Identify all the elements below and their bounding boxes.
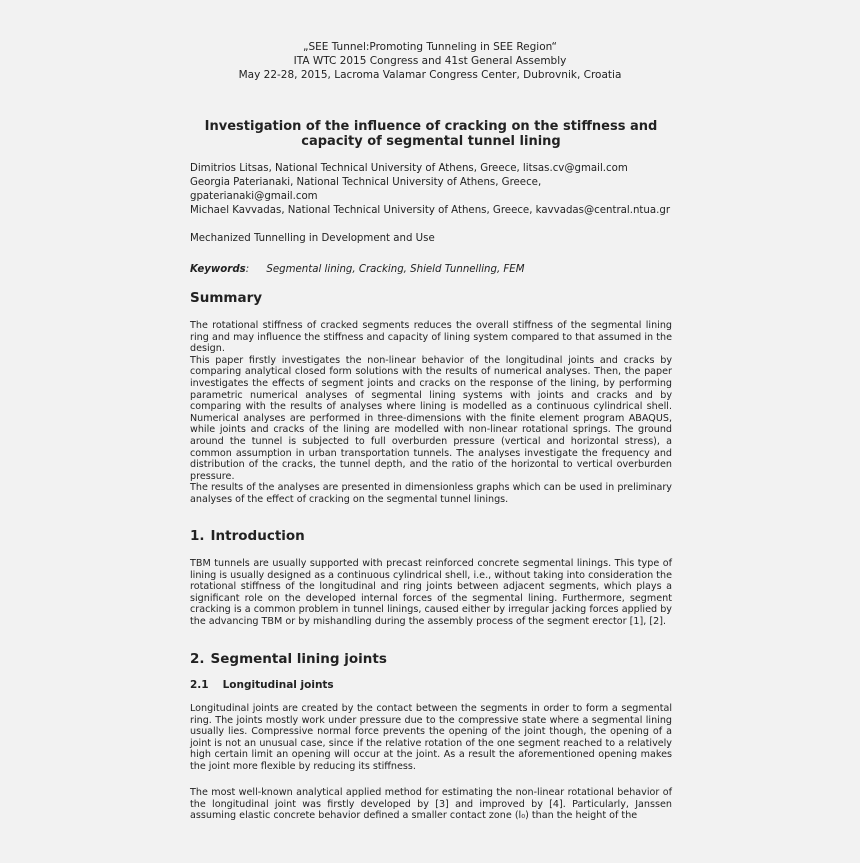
summary-paragraph: The rotational stiffness of cracked segments reduces the overall stiffness of the segmental lining ring and may influence the stiffness and capacity of lining system compared to that assumed in the design. xyxy=(190,320,672,355)
paper-title: Investigation of the influence of cracking on the stiffness and capacity of segmental tunnel lining xyxy=(204,119,658,149)
longitudinal-joints-paragraph-2: The most well-known analytical applied method for estimating the non-linear rotational behavior of the longitudinal joint was firstly developed by [3] and improved by [4]. Particularly, Janssen assuming elastic concrete behavior defined a smaller contact zone (l₀) than the height of the xyxy=(190,787,672,822)
subsection-number: 2.1 xyxy=(190,679,209,691)
topic-line: Mechanized Tunnelling in Development and Use xyxy=(190,233,435,244)
keywords-colon: : xyxy=(245,264,250,275)
conference-header xyxy=(0,40,860,82)
keywords-text: Segmental lining, Cracking, Shield Tunnelling, FEM xyxy=(266,264,525,275)
author-2: Georgia Paterianaki, National Technical University of Athens, Greece, gpaterianaki@gmail.com xyxy=(190,177,542,202)
section-2-heading xyxy=(190,651,672,667)
summary-paragraph: This paper firstly investigates the non-linear behavior of the longitudinal joints and cracks by comparing analytical closed form solutions with the results of numerical analyses. Then, the paper investigates the effects of segment joints and cracks on the response of the lining, by performing parametric numerical analyses of segmental lining systems with joints and cracks and by comparing with the results of analyses where lining is modelled as a continuous cylindrical shell. Numerical analyses are performed in three-dimensions with the finite element program ABAQUS, while joints and cracks of the lining are modelled with non-linear rotational springs. The ground around the tunnel is subjected to full overburden pressure (vertical and horizontal stress), a common assumption in urban transportation tunnels. The analyses investigate the frequency and distribution of the cracks, the tunnel depth, and the ratio of the horizontal to vertical overburden pressure. xyxy=(190,354,672,482)
introduction-heading xyxy=(190,528,672,544)
keywords-line xyxy=(190,264,672,275)
longitudinal-joints-paragraph-1: Longitudinal joints are created by the contact between the segments in order to form a segmental ring. The joints mostly work under pressure due to the compressive state where a segmental lining usually lies. Compressive normal force prevents the opening of the joint though, the opening of a joint is not an unusual case, since if the relative rotation of the one segment reached to a relatively high certain limit an opening will occur at the joint. As a result the aforementioned opening makes the joint more flexible by reducing its stiffness. xyxy=(190,703,672,772)
introduction-body: TBM tunnels are usually supported with precast reinforced concrete segmental linings. This type of lining is usually designed as a continuous cylindrical shell, i.e., without taking into consideration the rotational stiffness of the longitudinal and ring joints between adjacent segments, which plays a significant role on the developed internal forces of the segmental lining. Furthermore, segment cracking is a common problem in tunnel linings, caused either by irregular jacking forces applied by the advancing TBM or by mishandling during the assembly process of the segment erector [1], [2]. xyxy=(190,558,672,627)
section-number: 2. xyxy=(190,651,205,667)
keywords-label: Keywords xyxy=(190,264,246,275)
author-list xyxy=(190,162,672,218)
summary-heading: Summary xyxy=(190,290,263,306)
section-title: Segmental lining joints xyxy=(210,651,387,667)
section-title: Introduction xyxy=(210,528,305,544)
author-1: Dimitrios Litsas, National Technical University of Athens, Greece, litsas.cv@gmail.com xyxy=(190,163,628,174)
header-line-1: „SEE Tunnel:Promoting Tunneling in SEE Region“ xyxy=(303,41,557,53)
subsection-title: Longitudinal joints xyxy=(222,679,334,691)
subsection-heading xyxy=(190,679,672,691)
header-line-2: ITA WTC 2015 Congress and 41st General Assembly xyxy=(293,55,567,67)
section-number: 1. xyxy=(190,528,205,544)
author-3: Michael Kavvadas, National Technical University of Athens, Greece, kavvadas@central.ntua.gr xyxy=(190,205,671,216)
header-line-3: May 22-28, 2015, Lacroma Valamar Congress Center, Dubrovnik, Croatia xyxy=(238,69,622,81)
summary-paragraph: The results of the analyses are presented in dimensionless graphs which can be used in preliminary analyses of the effect of cracking on the segmental tunnel linings. xyxy=(190,482,672,505)
summary-body xyxy=(190,320,672,506)
